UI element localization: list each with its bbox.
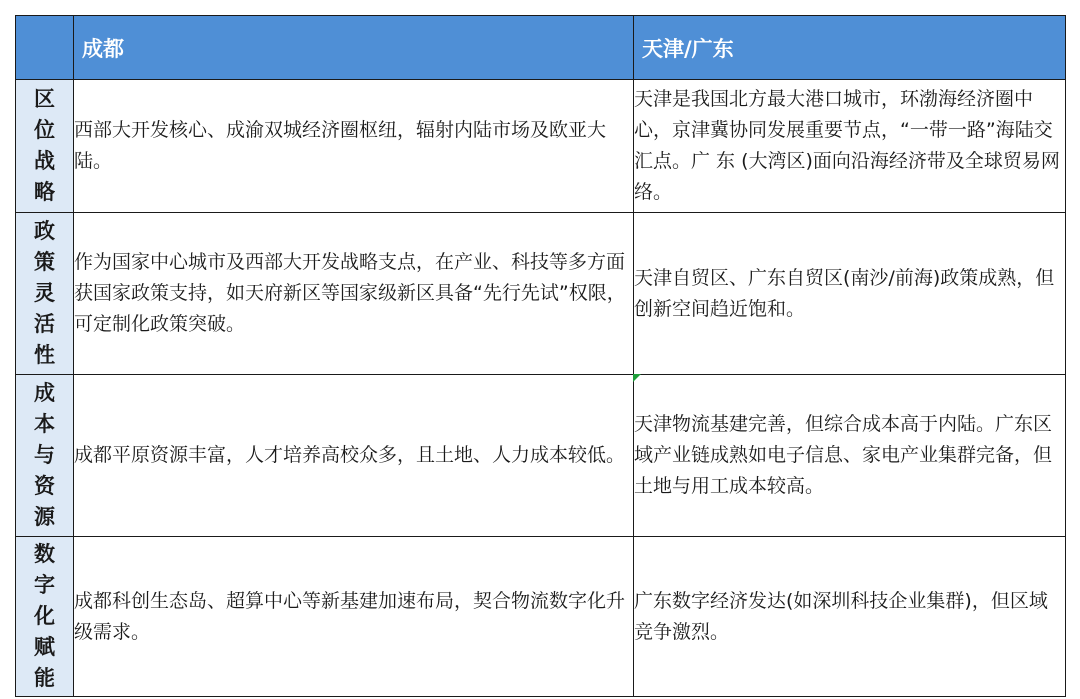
cell-chengdu-digital: 成都科创生态岛、超算中心等新基建加速布局，契合物流数字化升级需求。 xyxy=(74,537,634,697)
table-row xyxy=(16,537,1066,697)
cell-comment-marker-icon xyxy=(633,374,641,382)
header-corner-cell xyxy=(16,16,74,80)
table-row xyxy=(16,375,1066,537)
cell-tianjin-guangdong-policy: 天津自贸区、广东自贸区(南沙/前海)政策成熟，但创新空间趋近饱和。 xyxy=(634,213,1066,375)
cell-chengdu-cost: 成都平原资源丰富，人才培养高校众多，且土地、人力成本较低。 xyxy=(74,375,634,537)
row-label-location-strategy: 区位战略 xyxy=(16,80,74,213)
table-row xyxy=(16,80,1066,213)
cell-tianjin-guangdong-digital: 广东数字经济发达(如深圳科技企业集群)，但区域竞争激烈。 xyxy=(634,537,1066,697)
cell-tianjin-guangdong-location: 天津是我国北方最大港口城市，环渤海经济圈中心，京津冀协同发展重要节点，“一带一路”海陆交汇点。广 东 (大湾区)面向沿海经济带及全球贸易网络。 xyxy=(634,80,1066,213)
cell-chengdu-location: 西部大开发核心、成渝双城经济圈枢纽，辐射内陆市场及欧亚大陆。 xyxy=(74,80,634,213)
comparison-table xyxy=(15,15,1066,697)
header-tianjin-guangdong: 天津/广东 xyxy=(634,16,1066,80)
row-label-digital-empowerment: 数字化赋能 xyxy=(16,537,74,697)
header-row xyxy=(16,16,1066,80)
table-row xyxy=(16,213,1066,375)
cell-tianjin-guangdong-cost: 天津物流基建完善，但综合成本高于内陆。广东区域产业链成熟如电子信息、家电产业集群完备，但土地与用工成本较高。 xyxy=(634,375,1066,537)
row-label-cost-resources: 成本与资源 xyxy=(16,375,74,537)
header-chengdu: 成都 xyxy=(74,16,634,80)
row-label-policy-flexibility: 政策灵活性 xyxy=(16,213,74,375)
cell-chengdu-policy: 作为国家中心城市及西部大开发战略支点，在产业、科技等多方面获国家政策支持，如天府新区等国家级新区具备“先行先试”权限，可定制化政策突破。 xyxy=(74,213,634,375)
